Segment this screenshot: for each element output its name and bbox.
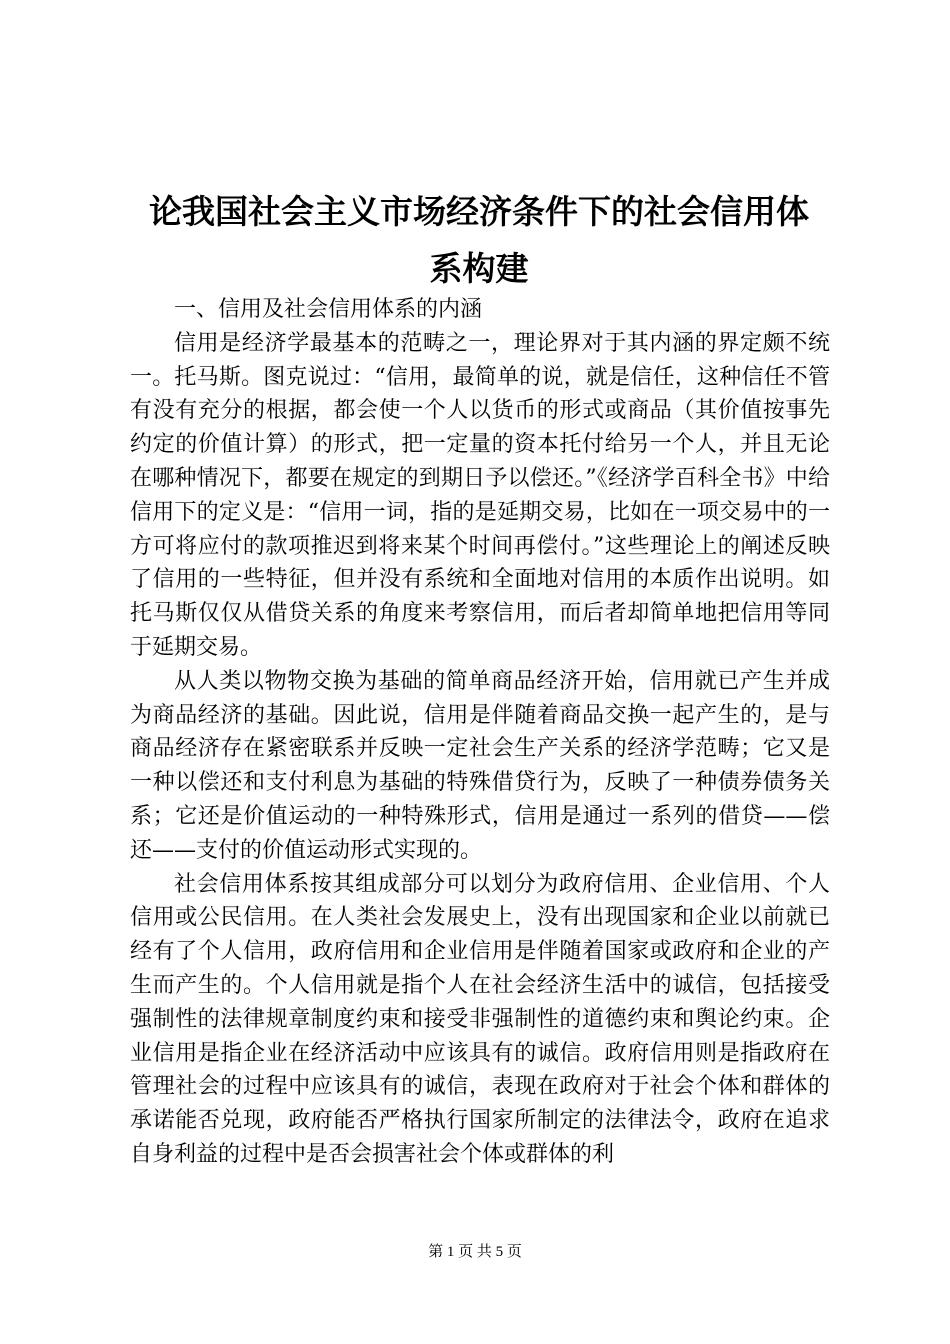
paragraph-1: 信用是经济学最基本的范畴之一，理论界对于其内涵的界定颇不统一。托马斯。图克说过：“信用，最简单的说，就是信任，这种信任不管有没有充分的根据，都会使一个人以货币的形式或商品（其价值按事先约定的价值计算）的形式，把一定量的资本托付给另一个人，并且无论在哪种情况下，都要在规定的到期日予以偿还。”《经济学百科全书》中给信用下的定义是：“信用一词，指的是延期交易，比如在一项交易中的一方可将应付的款项推迟到将来某个时间再偿付。”这些理论上的阐述反映了信用的一些特征，但并没有系统和全面地对信用的本质作出说明。如托马斯仅仅从借贷关系的角度来考察信用，而后者却简单地把信用等同于延期交易。 (130, 330, 830, 660)
document-title-line-2: 系构建 (429, 249, 529, 288)
document-body (130, 293, 830, 1172)
document-title-line-1: 论我国社会主义市场经济条件下的社会信用体 (149, 192, 809, 231)
page-footer: 第 1 页 共 5 页 (428, 1244, 522, 1260)
section-heading: 一、信用及社会信用体系的内涵 (174, 297, 483, 322)
paragraph-2: 从人类以物物交换为基础的简单商品经济开始，信用就已产生并成为商品经济的基础。因此说，信用是伴随着商品交换一起产生的，是与商品经济存在紧密联系并反映一定社会生产关系的经济学范畴；它又是一种以偿还和支付利息为基础的特殊借贷行为，反映了一种债券债务关系；它还是价值运动的一种特殊形式，信用是通过一系列的借贷——偿还——支付的价值运动形式实现的。 (130, 668, 830, 863)
paragraph-3: 社会信用体系按其组成部分可以划分为政府信用、企业信用、个人信用或公民信用。在人类社会发展史上，没有出现国家和企业以前就已经有了个人信用，政府信用和企业信用是伴随着国家或政府和企业的产生而产生的。个人信用就是指个人在社会经济生活中的诚信，包括接受强制性的法律规章制度约束和接受非强制性的道德约束和舆论约束。企业信用是指企业在经济活动中应该具有的诚信。政府信用则是指政府在管理社会的过程中应该具有的诚信，表现在政府对于社会个体和群体的承诺能否兑现，政府能否严格执行国家所制定的法律法令，政府在追求自身利益的过程中是否会损害社会个体或群体的利 (130, 871, 830, 1167)
